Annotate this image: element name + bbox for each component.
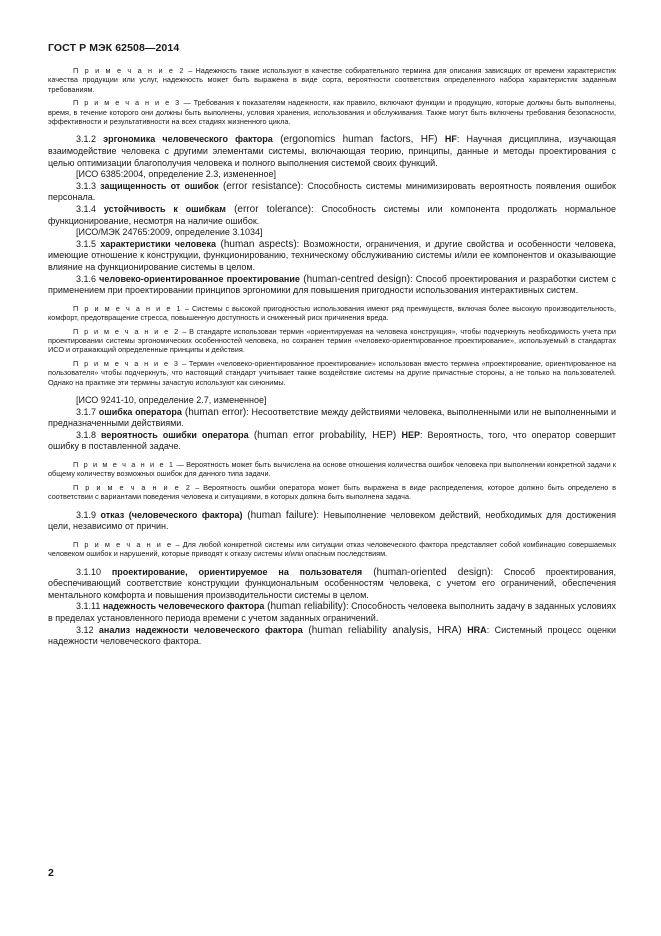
note-text: – Системы с высокой пригодностью использования имеют ряд преимуществ, включая более высокую производительность, комфорт, предотвращение стресса, повышенную доступность и сниженный риск причинения вреда.: [48, 303, 616, 323]
note-text: – Для любой конкретной системы или ситуации отказ человеческого фактора представляет собой комбинацию совершаемых человеком ошибок и нарушений, которые приводят к отказу системы и/или опасным последствиям.: [48, 539, 617, 559]
term-number: 3.1.4: [76, 204, 104, 214]
note-text: — Вероятность может быть вычислена на основе отношения количества ошибок человека при выполнении конкретной задачи к общему количеству возможных ошибок для данного типа задачи.: [48, 459, 616, 479]
term-number: 3.1.3: [76, 180, 101, 191]
term-name: отказ (человеческого фактора): [100, 509, 243, 520]
term-name: эргономика человеческого фактора: [103, 134, 273, 145]
term-name: ошибка оператора: [98, 406, 182, 417]
term-name: устойчивость к ошибкам: [103, 204, 226, 214]
term-number: 3.1.10: [76, 566, 112, 577]
term-abbreviation: HF: [444, 134, 457, 145]
page-number: 2: [48, 867, 54, 879]
term-number: 3.1.2: [76, 134, 104, 145]
term-text: : Вероятность, того, что оператор совершит ошибку в поставленной задаче.: [48, 429, 616, 452]
term-english: (human error probability, HEP): [248, 429, 402, 441]
note-label: П р и м е ч а н и е 2: [73, 482, 192, 492]
document-header: ГОСТ Р МЭК 62508—2014: [48, 42, 180, 54]
term-english: (human aspects): [216, 238, 297, 250]
term-text: : Способность человека выполнить задачу в заданных условиях в пределах установленного периода времени с учетом заданных ограничений.: [48, 601, 616, 623]
term-definition: [48, 430, 616, 453]
note-paragraph: [48, 460, 616, 479]
term-name: надежность человеческого фактора: [102, 601, 265, 612]
term-text: : Способность системы минимизировать вероятность появления ошибок персонала.: [48, 180, 616, 203]
note-paragraph: [48, 359, 616, 387]
note-label: П р и м е ч а н и е 3: [73, 358, 180, 368]
note-label: П р и м е ч а н и е: [73, 539, 173, 549]
term-name: человеко-ориентированное проектирование: [99, 273, 300, 284]
note-text: – Термин «человеко-ориентированное проектирование» использован вместо термина «проектирование, ориентированное на пользователя» чтобы подчеркнуть, что настоящий стандарт учитывает также воздействие системы на другие причастные стороны, а не только на пользователей. Однако на практике эти термины зачастую используют как синонимы.: [48, 358, 616, 387]
term-definition: [48, 204, 616, 227]
note-paragraph: [48, 327, 616, 355]
note-label: П р и м е ч а н и е 1: [73, 303, 183, 313]
term-definition: [48, 239, 616, 274]
term-text: : Способ проектирования и разработки систем с применением при проектировании принципов эргономики для повышения пригодности использования интерактивных систем.: [48, 273, 616, 296]
note-paragraph: [48, 483, 616, 502]
note-text: — Требования к показателям надежности, как правило, включают функции и продукцию, которые должны быть выполнены, время, в течение которого они должны быть выполнены, условия хранения, использования и обслуживания. Также могут быть включены требования безопасности, эффективности и результативности на всех стадиях жизненного цикла.: [48, 98, 616, 127]
term-number: 3.1.6: [76, 273, 100, 284]
document-body: [48, 66, 616, 648]
term-definition: [48, 625, 616, 648]
term-english: (human error): [181, 406, 247, 418]
term-definition: [48, 407, 616, 430]
term-english: (error tolerance): [225, 204, 312, 215]
note-text: – В стандарте использован термин «ориентируемая на человека конструкция», чтобы подчеркнуть необходимость учета при проектировании системы эргономических особенностей человека, но сохранен термин «человеко-ориентированное проектирование», используемый в стандартах ИСО и отражающий определенные принципы и действия.: [48, 326, 616, 355]
term-english: (human-oriented design): [362, 566, 491, 578]
term-name: анализ надежности человеческого фактора: [98, 624, 303, 635]
note-paragraph: [48, 98, 616, 126]
term-number: 3.12: [76, 624, 99, 635]
term-definition: [48, 567, 616, 602]
note-label: П р и м е ч а н и е 1: [73, 459, 175, 469]
term-abbreviation: HRA: [467, 624, 487, 635]
note-paragraph: [48, 304, 616, 323]
term-english: (error resistance): [218, 180, 301, 192]
term-number: 3.1.7: [76, 406, 99, 417]
term-definition: [48, 134, 616, 169]
term-text: : Невыполнение человеком действий, необходимых для достижения цели, независимо от причин.: [48, 509, 617, 532]
note-paragraph: [48, 540, 616, 559]
note-text: – Вероятность ошибки оператора может быть выражена в виде распределения, которое должно быть определено в соответствии с вариантами поведения человека и ситуациями, в которых должна быть выполнена задача.: [48, 482, 616, 502]
term-english: (human failure): [242, 509, 317, 521]
term-definition: [48, 274, 616, 297]
term-english: (human reliability analysis, HRA): [302, 624, 468, 636]
term-text: : Несоответствие между действиями человека, выполненными или не выполненными и предназначенными действиями.: [48, 406, 616, 429]
term-text: : Способность системы или компонента продолжать нормальное функционирование, несмотря на наличие ошибок.: [48, 204, 616, 226]
note-label: П р и м е ч а н и е 2: [73, 66, 186, 75]
term-text: : Научная дисциплина, изучающая взаимодействие человека с другими элементами системы, включающая теорию, принципы, данные и методы проектирования с целью оптимизации благополучия человека и полного выполнения системой своих функций.: [48, 134, 616, 168]
note-text: – Надежность также используют в качестве собирательного термина для описания зависящих от времени характеристик качества продукции или услуг, надежность может быть выражена в виде сорта, вероятности соответствия определенного набора характеристик заданным требованиям.: [48, 66, 616, 94]
term-name: защищенность от ошибок: [100, 180, 219, 191]
term-definition: [48, 510, 616, 533]
term-text: : Способ проектирования, обеспечивающий соответствие конструкции функциональным особенностям человека, с учетом его ограничений, обеспечения ментального комфорта и повышения производительности системы в целом.: [48, 566, 617, 600]
term-number: 3.1.9: [76, 509, 101, 520]
note-label: П р и м е ч а н и е 3: [73, 98, 181, 108]
term-name: вероятность ошибки оператора: [101, 429, 249, 440]
term-name: характеристики человека: [100, 238, 217, 249]
term-name: проектирование, ориентируемое на пользователя: [111, 566, 363, 577]
term-english: (human-centred design): [299, 273, 411, 285]
term-english: (human reliability): [264, 601, 347, 613]
note-paragraph: [48, 66, 616, 94]
term-text: : Возможности, ограничения, и другие свойства и особенности человека, имеющие отношение к конструкции, функционированию, техническому обслуживанию системы и/или ее компонентов и оказывающие влияние на функционирование системы в целом.: [48, 238, 616, 272]
note-label: П р и м е ч а н и е 2: [73, 326, 180, 336]
reference-line: [ИСО 9241-10, определение 2.7, измененное]: [76, 395, 267, 405]
term-abbreviation: HEP: [401, 429, 420, 440]
reference-line: [ИСО 6385:2004, определение 2.3, измененное]: [76, 169, 277, 180]
term-definition: [48, 181, 616, 204]
term-definition: [48, 601, 616, 624]
term-number: 3.1.11: [76, 601, 103, 612]
term-text: : Системный процесс оценки надежности человеческого фактора.: [48, 624, 616, 647]
term-english: (ergonomics human factors, HF): [272, 134, 445, 146]
term-number: 3.1.5: [76, 238, 101, 249]
reference-line: [ИСО/МЭК 24765:2009, определение 3.1034]: [76, 227, 263, 238]
term-number: 3.1.8: [76, 429, 102, 440]
